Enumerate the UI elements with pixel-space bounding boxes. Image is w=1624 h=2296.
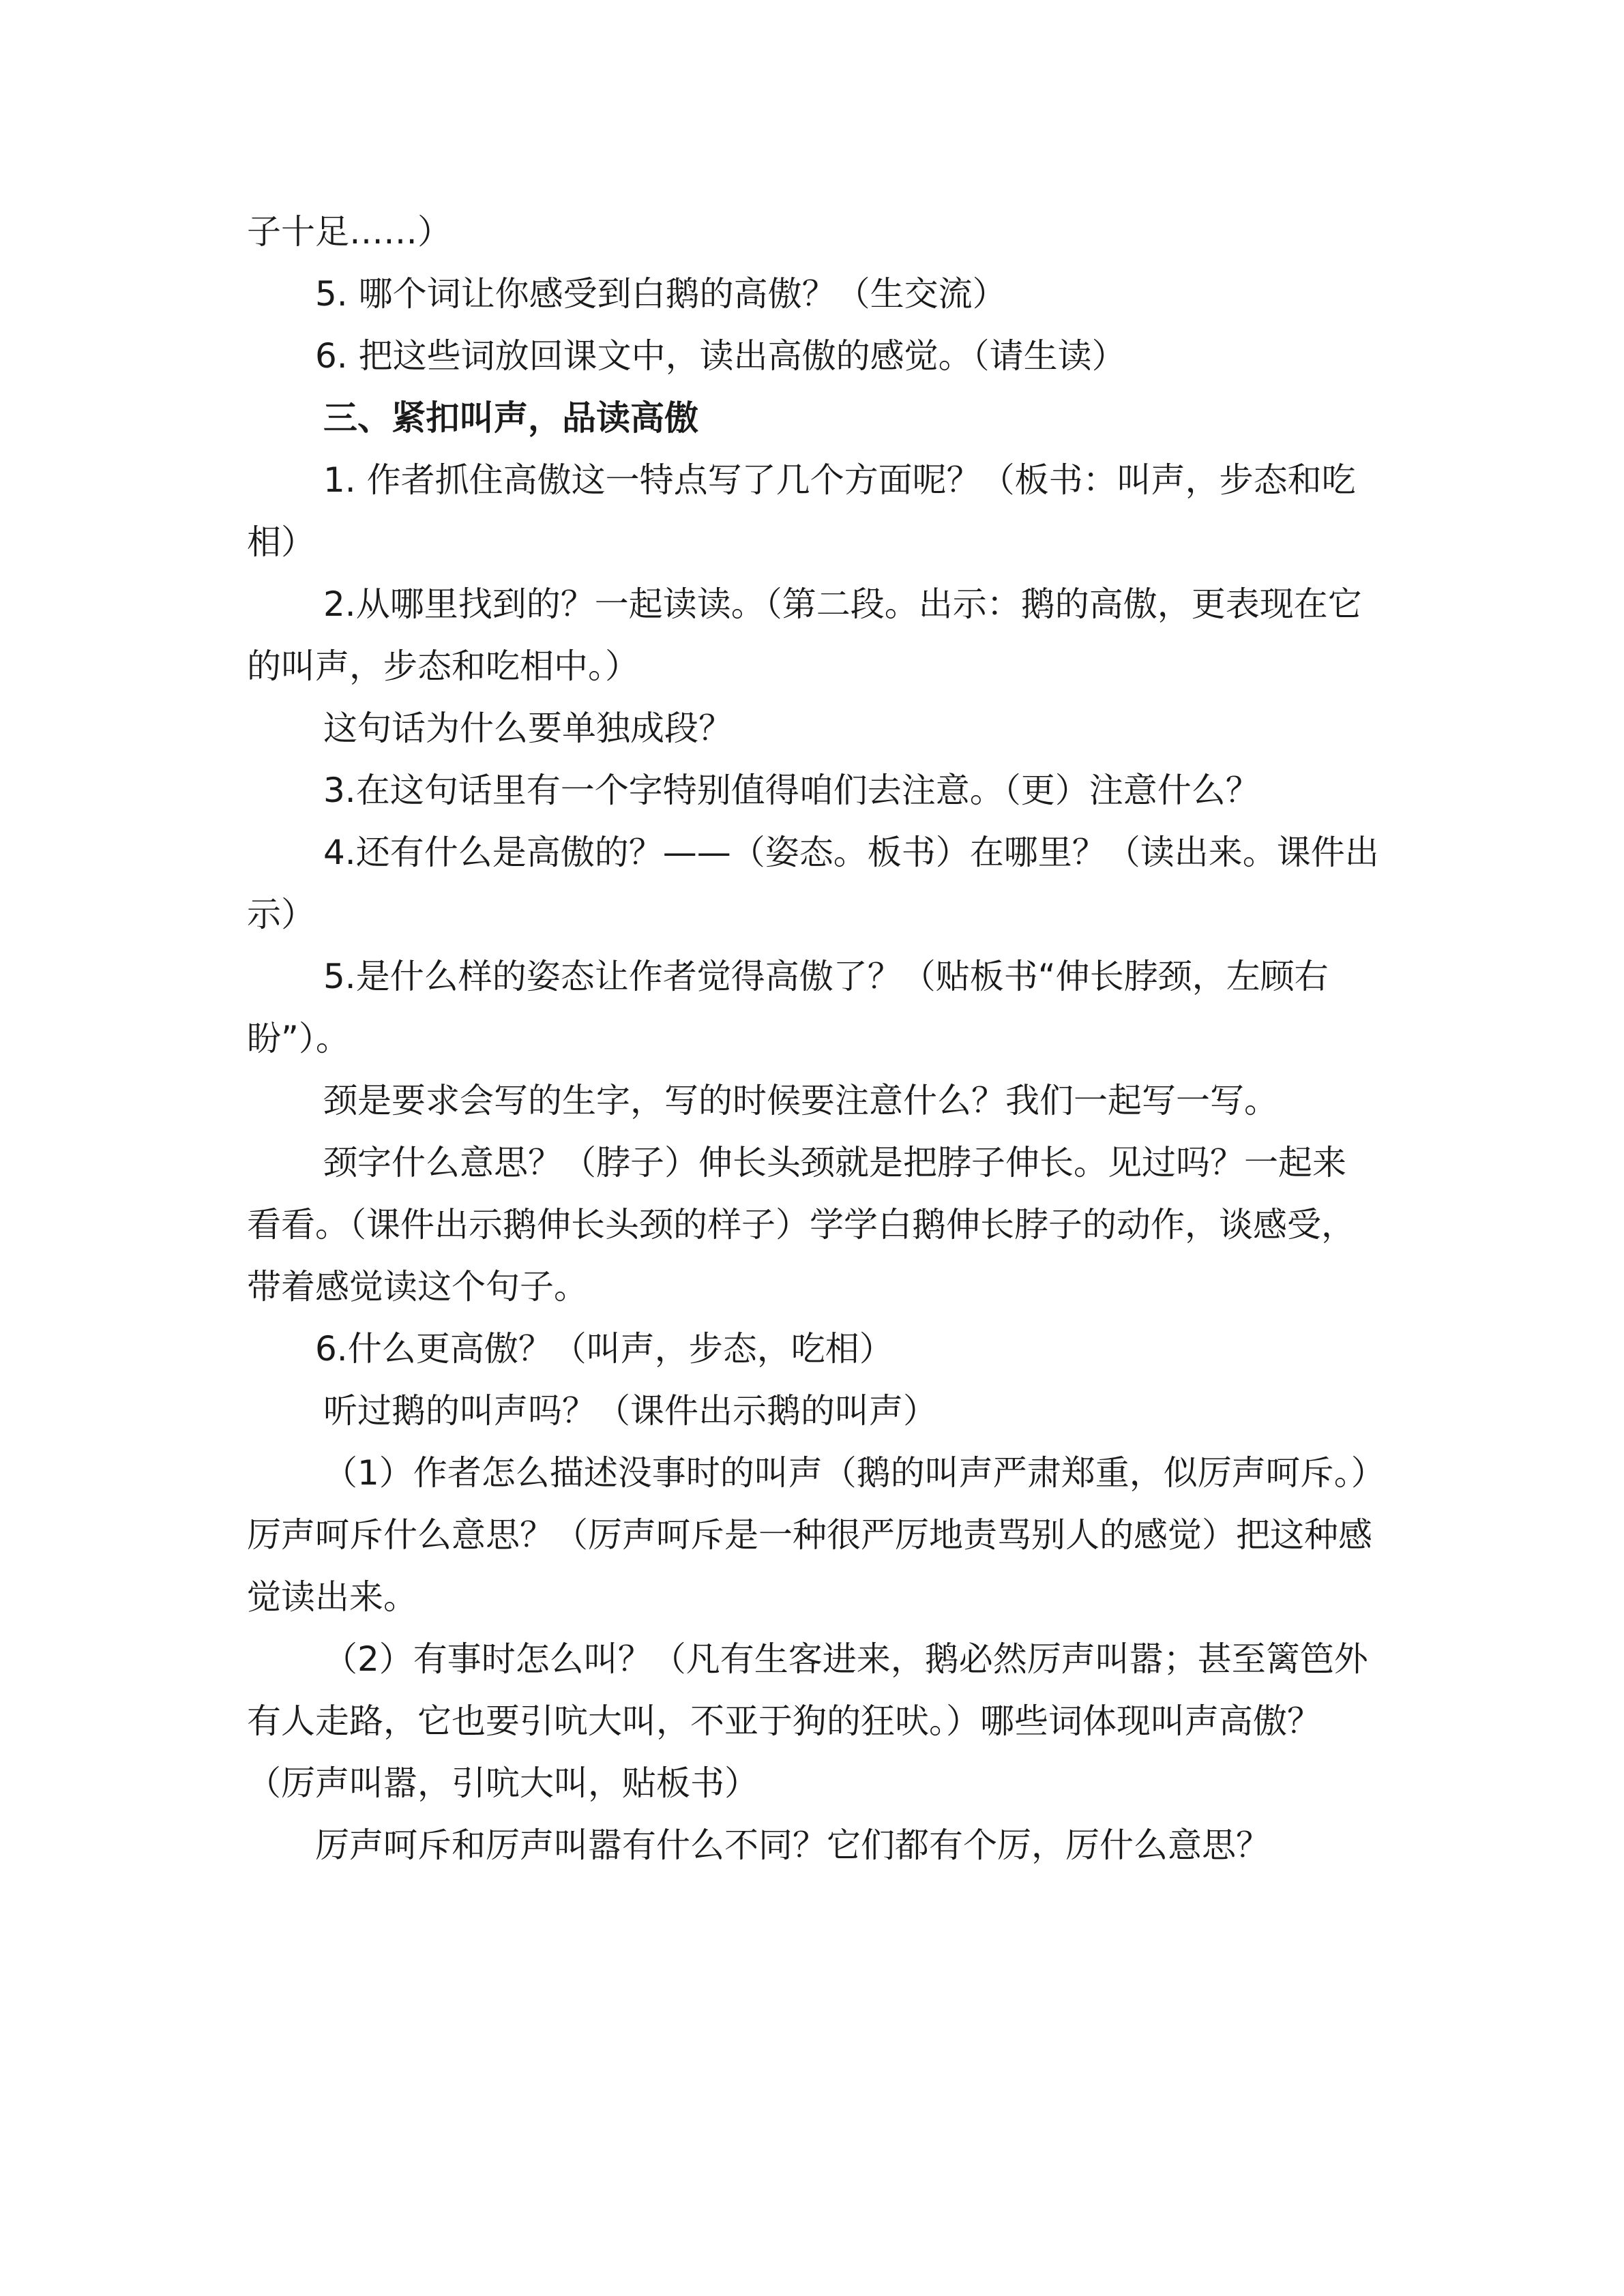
paragraph-step-5: 5. 哪个词让你感受到白鹅的高傲？（生交流） xyxy=(315,274,1007,314)
paragraph-question: 这句话为什么要单独成段？ xyxy=(323,709,733,748)
paragraph-item-6: 6.什么更高傲？（叫声，步态，吃相） xyxy=(315,1329,894,1369)
paragraph-sub-2: （2）有事时怎么叫？（凡有生客进来，鹅必然厉声叫嚣；甚至篱笆外有人走路，它也要引吭大叫，不亚于狗的狂吠。）哪些词体现叫声高傲？（厉声叫嚣，引吭大叫，贴板书） xyxy=(247,1639,1368,1803)
paragraph-sub-1: （1）作者怎么描述没事时的叫声（鹅的叫声严肃郑重，似厉声呵斥。）厉声呵斥什么意思？（厉声呵斥是一种很严厉地责骂别人的感觉）把这种感觉读出来。 xyxy=(247,1453,1372,1617)
paragraph-meaning: 颈字什么意思？（脖子）伸长头颈就是把脖子伸长。见过吗？一起来看看。（课件出示鹅伸长头颈的样子）学学白鹅伸长脖子的动作，谈感受，带着感觉读这个句子。 xyxy=(247,1143,1355,1307)
paragraph-item-2: 2.从哪里找到的？一起读读。（第二段。出示：鹅的高傲，更表现在它的叫声，步态和吃相中。） xyxy=(247,584,1362,686)
paragraph-writing: 颈是要求会写的生字，写的时候要注意什么？我们一起写一写。 xyxy=(323,1081,1278,1120)
paragraph-listen: 听过鹅的叫声吗？（课件出示鹅的叫声） xyxy=(323,1391,937,1431)
paragraph-item-4: 4.还有什么是高傲的？——（姿态。板书）在哪里？（读出来。课件出示） xyxy=(247,833,1379,934)
paragraph-item-5: 5.是什么样的姿态让作者觉得高傲了？（贴板书“伸长脖颈，左顾右盼”）。 xyxy=(247,957,1329,1058)
paragraph-step-6: 6. 把这些词放回课文中，读出高傲的感觉。（请生读） xyxy=(315,336,1126,376)
paragraph-item-1: 1. 作者抓住高傲这一特点写了几个方面呢？（板书：叫声，步态和吃相） xyxy=(247,460,1356,562)
section-heading: 三、紧扣叫声，品读高傲 xyxy=(323,398,698,438)
paragraph-item-3: 3.在这句话里有一个字特别值得咱们去注意。（更）注意什么？ xyxy=(323,771,1260,810)
lesson-plan-body xyxy=(247,201,1379,1877)
paragraph-continuation: 子十足……） xyxy=(247,212,452,252)
paragraph-compare: 厉声呵斥和厉声叫嚣有什么不同？它们都有个厉，厉什么意思？ xyxy=(315,1825,1270,1865)
